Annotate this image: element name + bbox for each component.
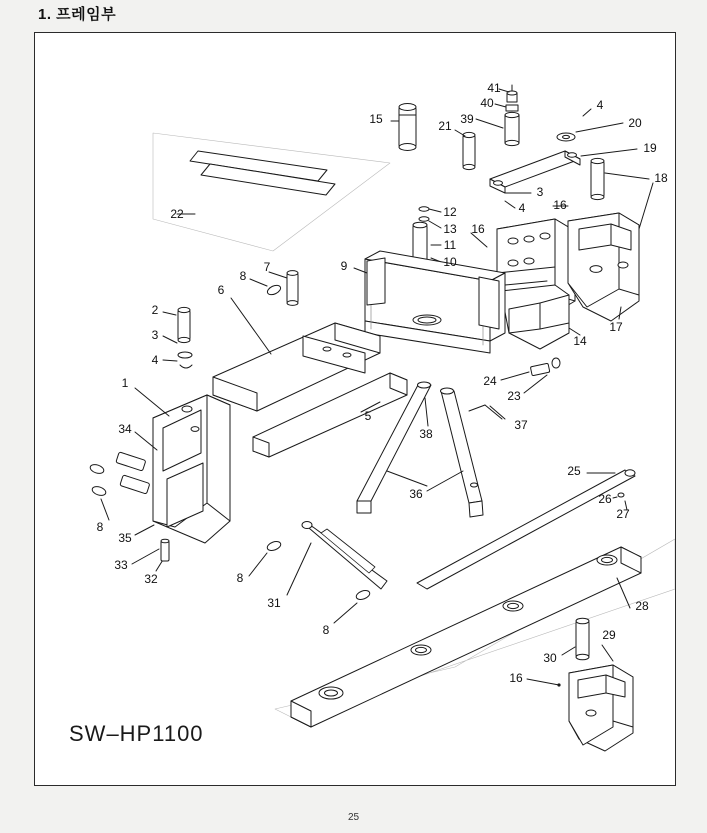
callout-number: 16 [509, 671, 523, 685]
callout-number: 31 [267, 596, 281, 610]
callout-number: 1 [121, 376, 129, 390]
callout-number: 27 [616, 507, 630, 521]
callout-number: 4 [596, 98, 604, 112]
page-title: 1. 프레임부 [38, 6, 117, 23]
callout-number: 39 [460, 112, 474, 126]
callout-number: 30 [543, 651, 557, 665]
callout-number: 8 [239, 269, 247, 283]
callout-number: 23 [507, 389, 521, 403]
callout-number: 17 [609, 320, 623, 334]
callout-number: 34 [118, 422, 132, 436]
callout-number: 4 [151, 353, 159, 367]
callout-number: 10 [443, 255, 457, 269]
callout-number: 3 [151, 328, 159, 342]
callout-number: 24 [483, 374, 497, 388]
callout-number: 3 [536, 185, 544, 199]
callout-number: 12 [443, 205, 457, 219]
diagram-frame [34, 32, 676, 786]
callout-number: 35 [118, 531, 132, 545]
callout-number: 9 [340, 259, 348, 273]
callout-number: 7 [263, 260, 271, 274]
callout-number: 8 [96, 520, 104, 534]
page-number: 25 [347, 812, 360, 823]
callout-number: 41 [487, 81, 501, 95]
callout-number: 21 [438, 119, 452, 133]
callout-number: 19 [643, 141, 657, 155]
callout-number: 36 [409, 487, 423, 501]
callout-number: 14 [573, 334, 587, 348]
callout-number: 28 [635, 599, 649, 613]
callout-number: 26 [598, 492, 612, 506]
callout-number: 5 [364, 409, 372, 423]
model-label: SW–HP1100 [69, 721, 204, 746]
callout-number: 8 [322, 623, 330, 637]
callout-number: 4 [518, 201, 526, 215]
callout-number: 38 [419, 427, 433, 441]
callout-number: 16 [553, 198, 567, 212]
callout-number: 33 [114, 558, 128, 572]
callout-number: 32 [144, 572, 158, 586]
callout-number: 18 [654, 171, 668, 185]
callout-number: 6 [217, 283, 225, 297]
callout-number: 22 [170, 207, 184, 221]
callout-number: 37 [514, 418, 528, 432]
callout-number: 40 [480, 96, 494, 110]
callout-number: 20 [628, 116, 642, 130]
callout-number: 2 [151, 303, 159, 317]
callout-number: 25 [567, 464, 581, 478]
callout-number: 11 [443, 238, 457, 252]
exploded-diagram-artwork [35, 33, 675, 785]
callout-number: 16 [471, 222, 485, 236]
callout-number: 29 [602, 628, 616, 642]
callout-number: 15 [369, 112, 383, 126]
callout-number: 13 [443, 222, 457, 236]
callout-number: 8 [236, 571, 244, 585]
